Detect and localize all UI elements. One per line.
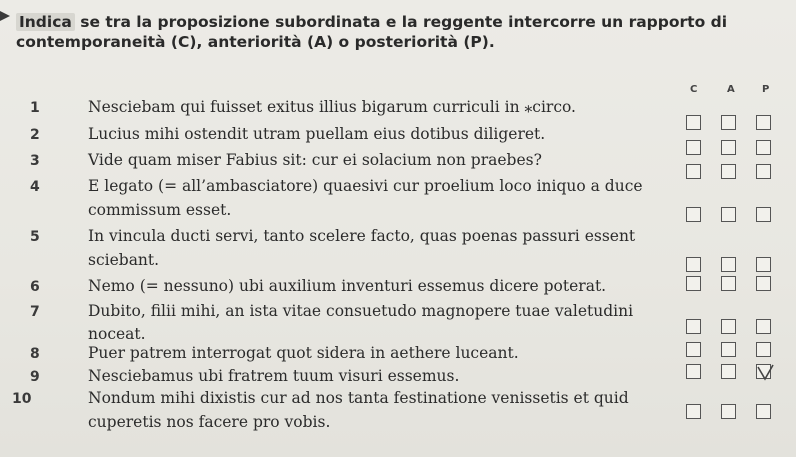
checkbox-a[interactable] [721,342,736,357]
checkbox-p[interactable] [756,342,771,357]
item-text: Puer patrem interrogat quot sidera in aethere luceant. [88,344,519,362]
checkbox-p[interactable] [756,404,771,419]
item-text: Nesciebamus ubi fratrem tuum visuri essemus. [88,367,460,385]
checkbox-c[interactable] [686,276,701,291]
item-number: 7 [30,304,40,320]
checkbox-p[interactable] [756,140,771,155]
item-text: Dubito, filii mihi, an ista vitae consuetudo magnopere tuae valetudini [88,302,634,320]
checkbox-a[interactable] [721,140,736,155]
item-text: Vide quam miser Fabius sit: cur ei solacium non praebes? [88,151,542,169]
instruction-keyword: Indica [16,13,75,31]
checkbox-p[interactable] [756,164,771,179]
item-number: 6 [30,279,40,295]
item-text: noceat. [88,325,146,343]
checkbox-c[interactable] [686,404,701,419]
checkbox-p[interactable] [756,207,771,222]
item-number: 8 [30,346,40,362]
checkbox-a[interactable] [721,319,736,334]
checkbox-c[interactable] [686,257,701,272]
item-text: In vincula ducti servi, tanto scelere facto, quas poenas passuri essent [88,227,636,245]
handwritten-check-icon [756,364,774,382]
instruction-text: se tra la proposizione subordinata e la reggente intercorre un rapporto di contemporaneità (C), anteriorità (A) o posteriorità (P). [16,13,728,51]
checkbox-p[interactable] [756,364,771,379]
item-number: 5 [30,229,40,245]
checkbox-a[interactable] [721,364,736,379]
item-number: 1 [30,100,40,116]
item-text: commissum esset. [88,201,232,219]
item-text: sciebant. [88,251,160,269]
checkbox-c[interactable] [686,364,701,379]
column-header-p: P [762,84,770,95]
checkbox-a[interactable] [721,115,736,130]
item-text: E legato (= all’ambasciatore) quaesivi cur proelium loco iniquo a duce [88,177,643,195]
item-number: 4 [30,179,40,195]
item-number: 3 [30,153,40,169]
column-header-a: A [727,84,735,95]
checkbox-c[interactable] [686,207,701,222]
checkbox-a[interactable] [721,207,736,222]
checkbox-a[interactable] [721,404,736,419]
item-text: Lucius mihi ostendit utram puellam eius dotibus diligeret. [88,125,546,143]
item-number: 10 [12,391,32,407]
column-header-c: C [690,84,698,95]
checkbox-a[interactable] [721,164,736,179]
checkbox-a[interactable] [721,257,736,272]
item-text: Nemo (= nessuno) ubi auxilium inventuri essemus dicere poterat. [88,277,607,295]
triangle-bullet-icon [0,11,10,21]
checkbox-p[interactable] [756,257,771,272]
item-text: Nesciebam qui fuisset exitus illius bigarum curriculi in ⁎circo. [88,98,576,116]
item-text: Nondum mihi dixistis cur ad nos tanta festinatione venissetis et quid [88,389,629,407]
checkbox-p[interactable] [756,276,771,291]
exercise-instruction [16,12,776,52]
checkbox-c[interactable] [686,319,701,334]
item-number: 2 [30,127,40,143]
item-number: 9 [30,369,40,385]
checkbox-p[interactable] [756,319,771,334]
checkbox-c[interactable] [686,342,701,357]
checkbox-a[interactable] [721,276,736,291]
checkbox-p[interactable] [756,115,771,130]
item-text: cuperetis nos facere pro vobis. [88,413,331,431]
